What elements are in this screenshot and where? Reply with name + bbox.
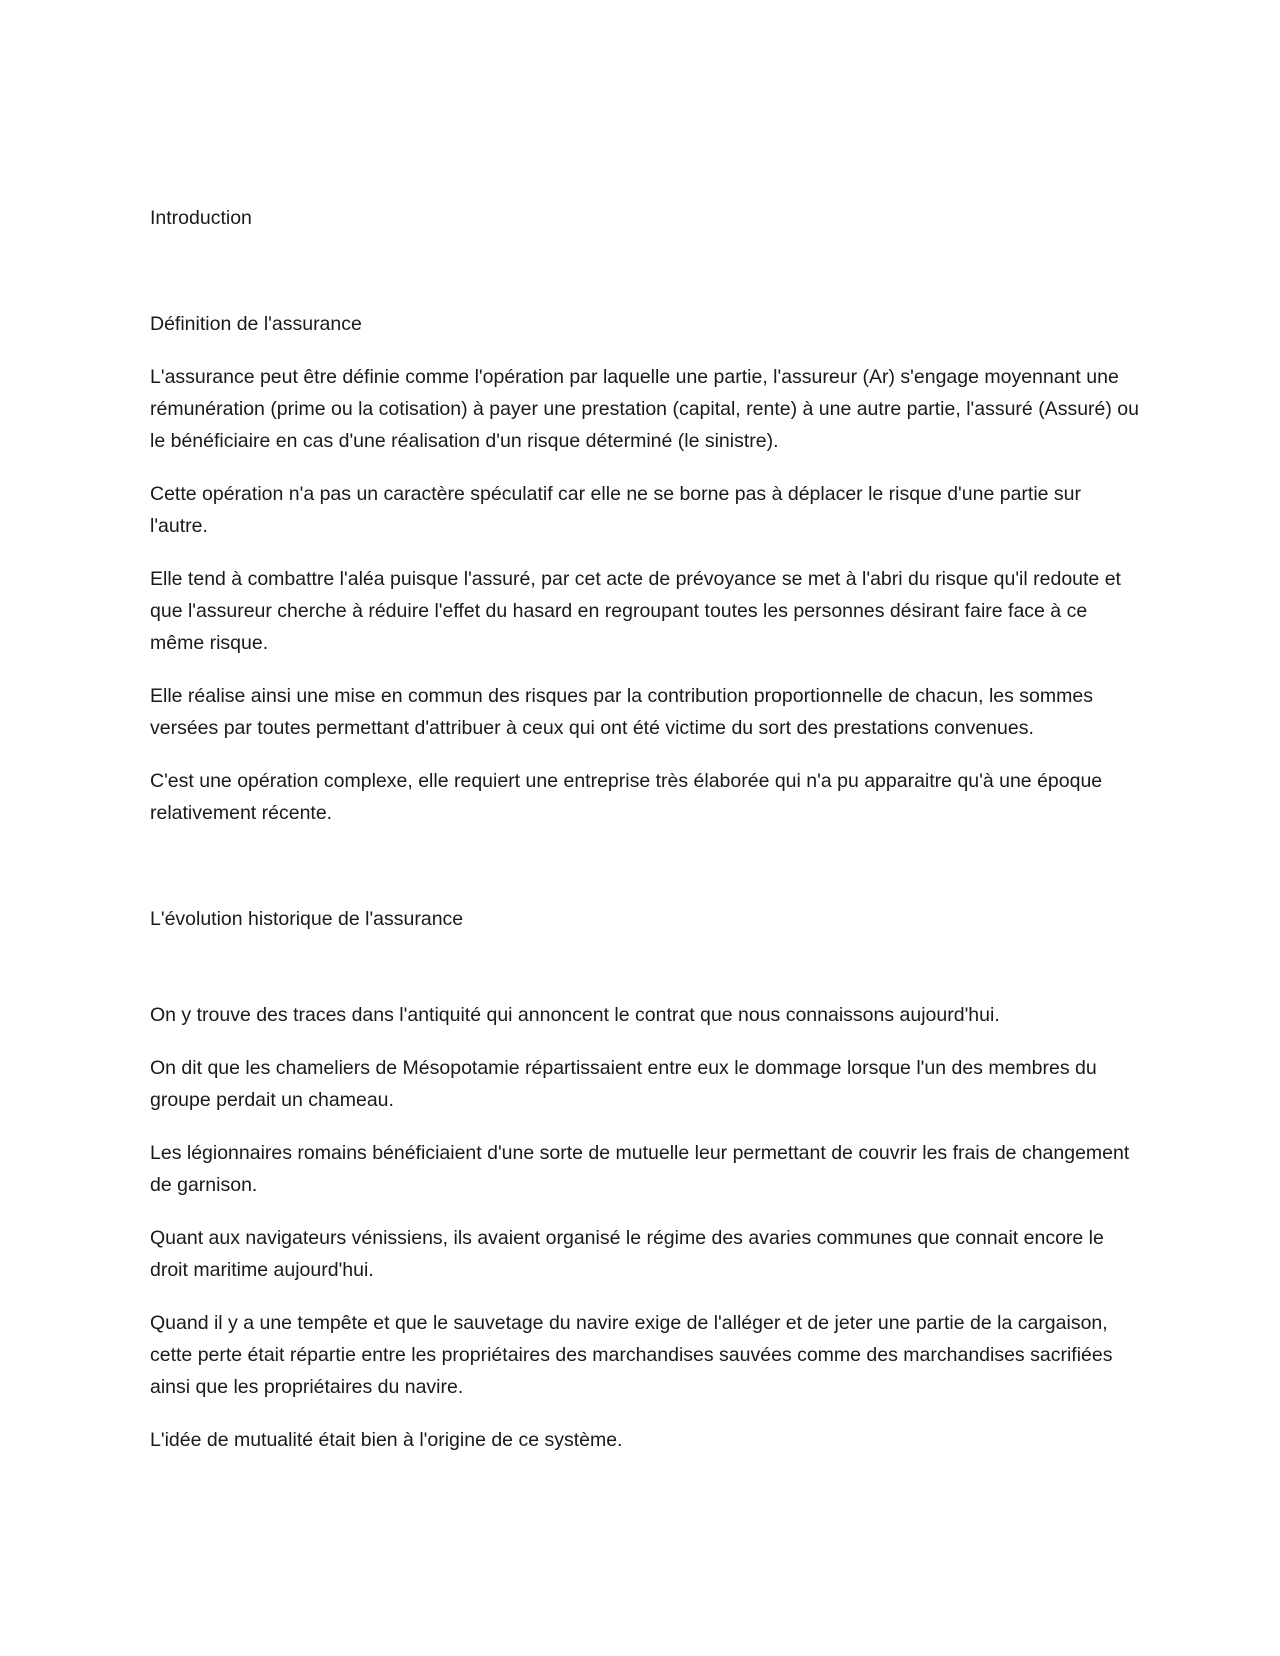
paragraph: L'idée de mutualité était bien à l'origine de ce système.	[150, 1429, 623, 1451]
paragraph: Elle tend à combattre l'aléa puisque l'assuré, par cet acte de prévoyance se met à l'abri du risque qu'il redoute et que l'assureur cherche à réduire l'effet du hasard en regroupant toutes les personnes désirant faire face à ce même risque.	[150, 568, 1121, 654]
paragraph: Elle réalise ainsi une mise en commun des risques par la contribution proportionnelle de chacun, les sommes versées par toutes permettant d'attribuer à ceux qui ont été victime du sort des prestations convenues.	[150, 685, 1093, 739]
document-body	[150, 202, 1140, 1456]
paragraph: C'est une opération complexe, elle requiert une entreprise très élaborée qui n'a pu apparaitre qu'à une époque relativement récente.	[150, 770, 1103, 824]
paragraph: Quand il y a une tempête et que le sauvetage du navire exige de l'alléger et de jeter une partie de la cargaison, cette perte était répartie entre les propriétaires des marchandises sauvées comme des marchandises sacrifiées ainsi que les propriétaires du navire.	[150, 1312, 1113, 1398]
paragraph: Quant aux navigateurs vénissiens, ils avaient organisé le régime des avaries communes que connait encore le droit maritime aujourd'hui.	[150, 1227, 1104, 1281]
paragraph: On dit que les chameliers de Mésopotamie répartissaient entre eux le dommage lorsque l'un des membres du groupe perdait un chameau.	[150, 1057, 1097, 1111]
section-heading-evolution: L'évolution historique de l'assurance	[150, 908, 464, 930]
spacer	[150, 234, 1140, 308]
paragraph: On y trouve des traces dans l'antiquité qui annoncent le contrat que nous connaissons aujourd'hui.	[150, 1004, 1000, 1026]
spacer	[150, 829, 1140, 903]
intro-heading: Introduction	[150, 207, 252, 229]
paragraph: Les légionnaires romains bénéficiaient d'une sorte de mutuelle leur permettant de couvrir les frais de changement de garnison.	[150, 1142, 1130, 1196]
spacer	[150, 935, 1140, 999]
section-heading-definition: Définition de l'assurance	[150, 313, 362, 335]
paragraph: L'assurance peut être définie comme l'opération par laquelle une partie, l'assureur (Ar) s'engage moyennant une rémunération (prime ou la cotisation) à payer une prestation (capital, rente) à une autre partie, l'assuré (Assuré) ou le bénéficiaire en cas d'une réalisation d'un risque déterminé (le sinistre).	[150, 366, 1139, 452]
paragraph: Cette opération n'a pas un caractère spéculatif car elle ne se borne pas à déplacer le risque d'une partie sur l'autre.	[150, 483, 1082, 537]
